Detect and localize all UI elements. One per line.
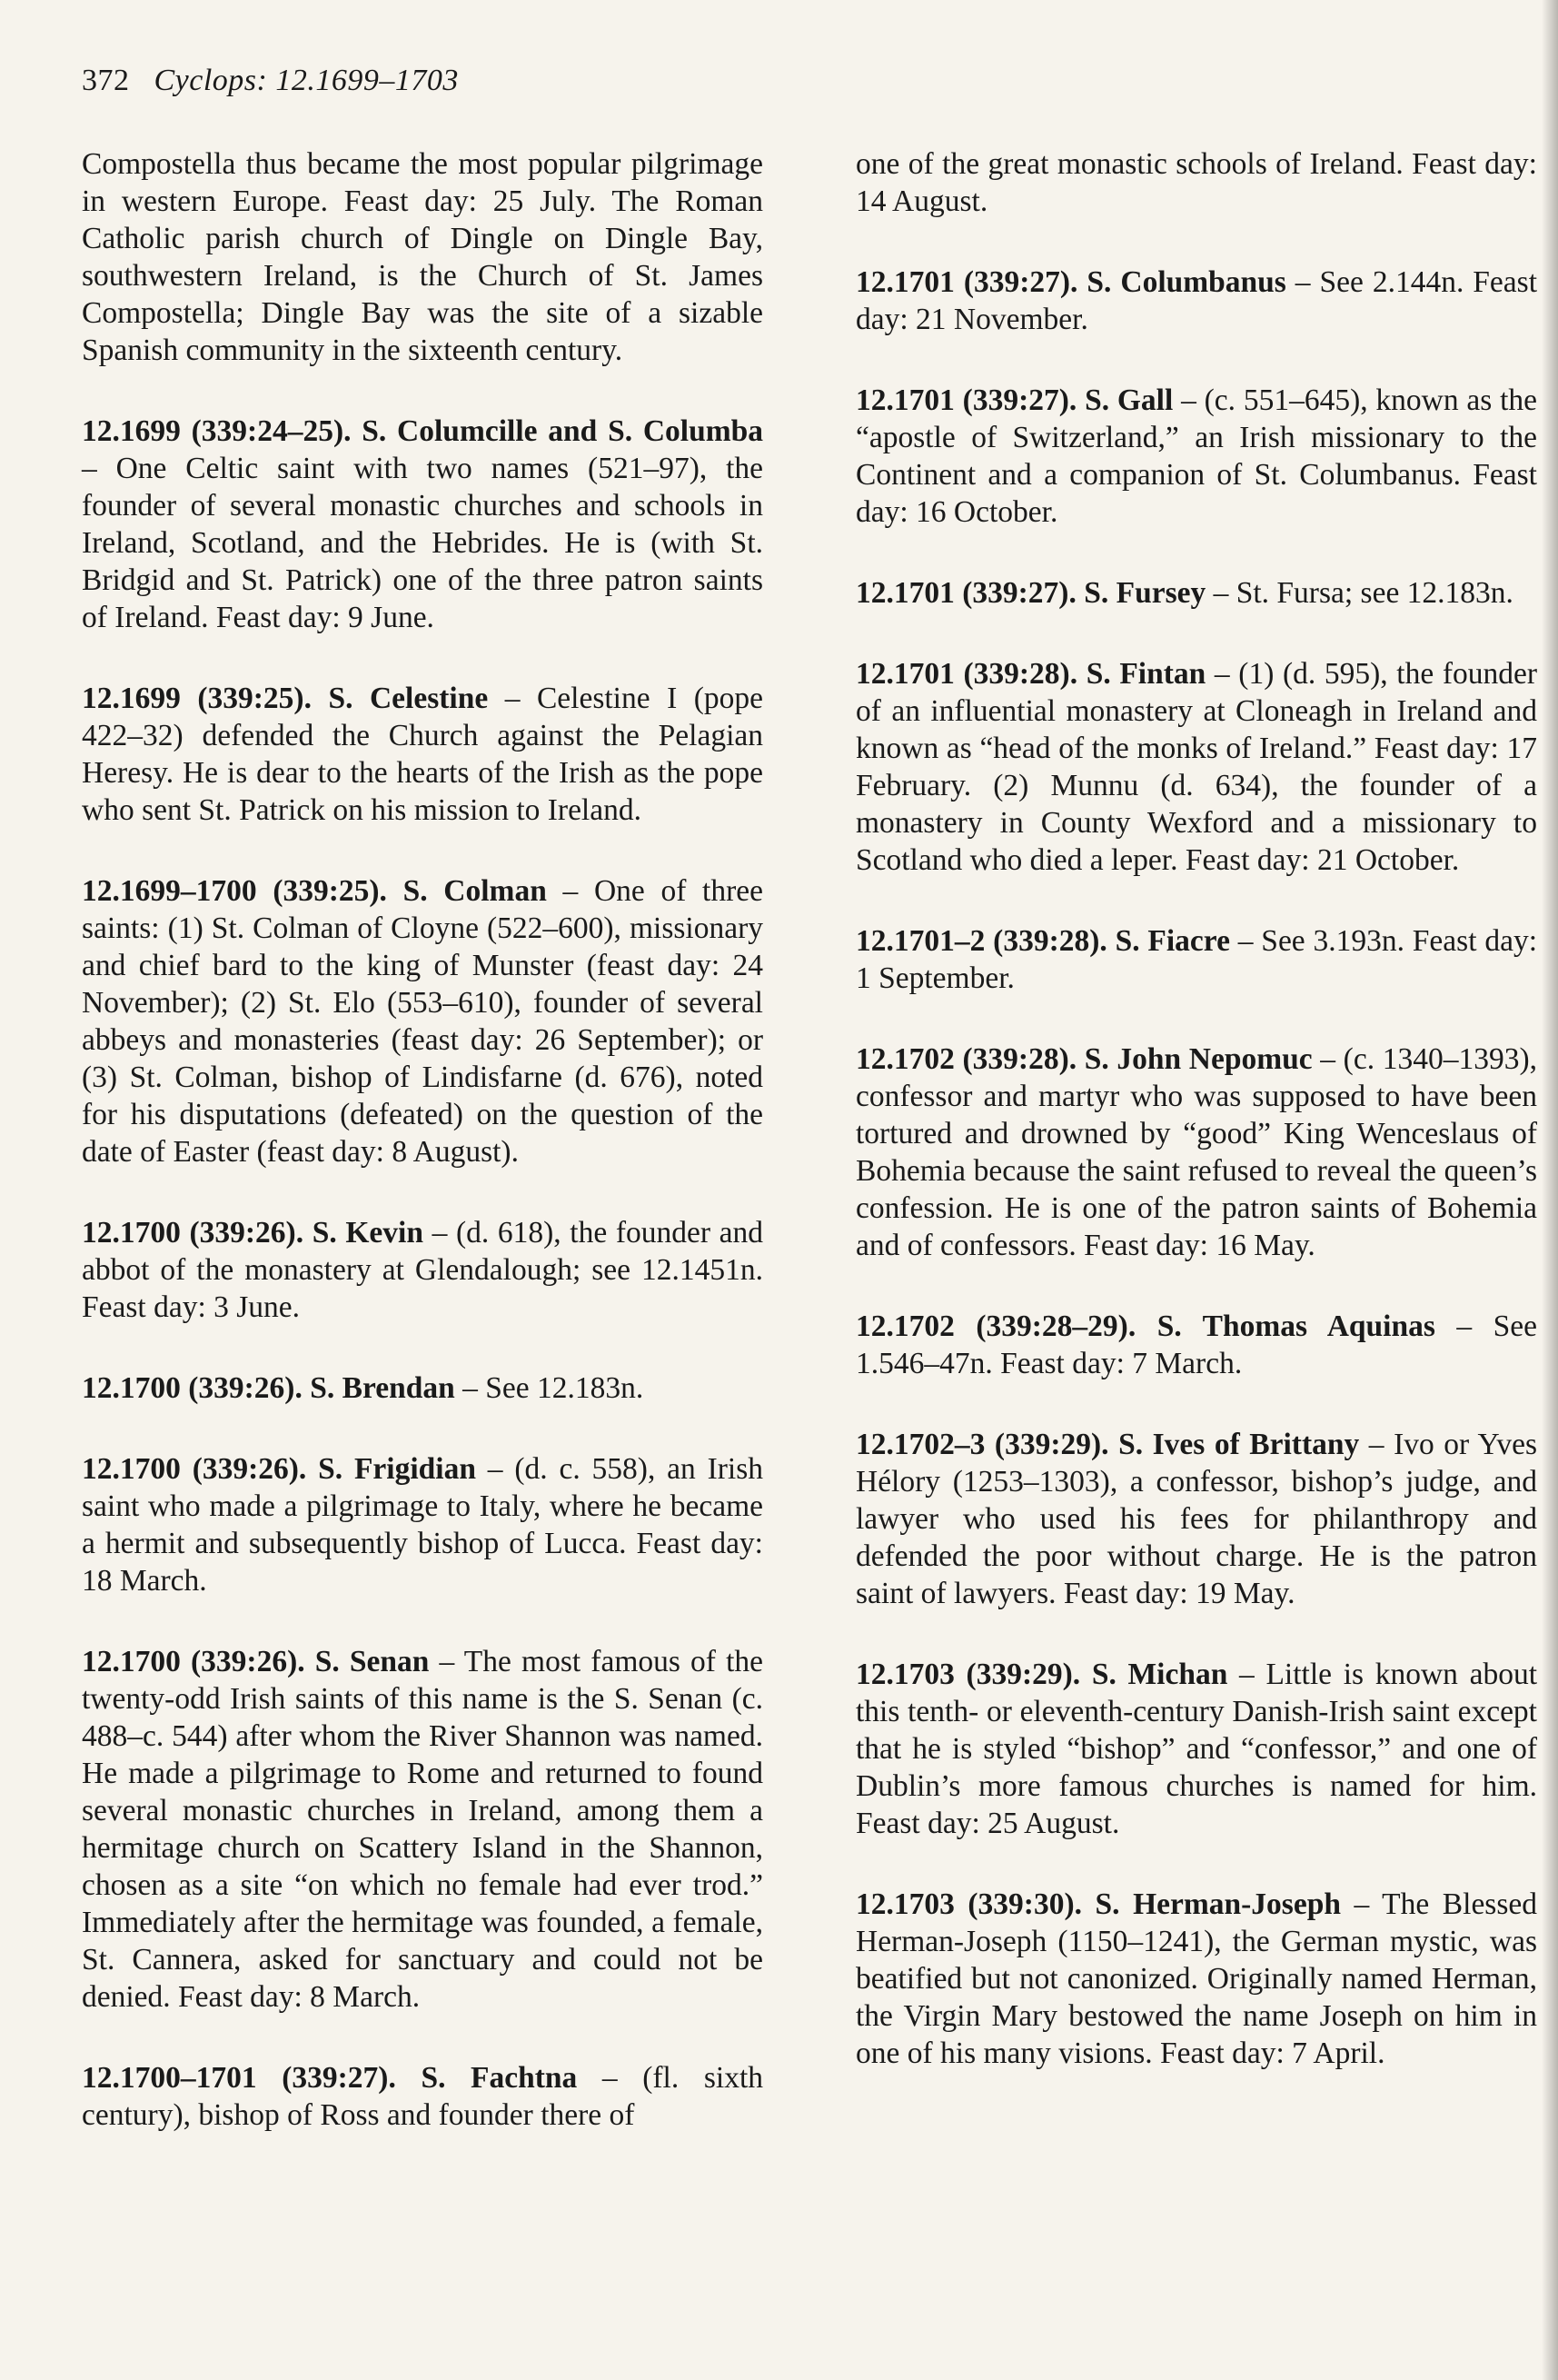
annotation-text: – (d. 618), the founder and abbot of the monastery at Glendalough; see 12.1451n. Feast day: 3 June. [82, 1216, 763, 1324]
annotation-entry [82, 413, 763, 636]
annotation-entry [856, 1886, 1537, 2072]
saint-name: S. Celestine [328, 682, 489, 715]
annotation-text: – The most famous of the twenty-odd Irish saints of this name is the S. Senan (c. 488–c. 544) after whom the River Shannon was named. He made a pilgrimage to Rome and returned to found several monastic churches in Ireland, among them a hermitage church on Scattery Island in the Shannon, chosen as a site “on which no female had ever trod.” Immediately after the hermitage was founded, a female, St. Cannera, asked for sanctuary and could not be denied. Feast day: 8 March. [82, 1645, 764, 2014]
line-reference: 12.1700 (339:26). [82, 1216, 304, 1250]
annotation-entry [856, 382, 1537, 531]
annotation-entry [856, 1426, 1537, 1612]
annotation-entry [856, 922, 1537, 997]
line-reference: 12.1701 (339:27). [856, 576, 1077, 610]
saint-name: S. Colman [402, 874, 547, 908]
line-reference: 12.1700–1701 (339:27). [82, 2061, 396, 2095]
saint-name: S. Brendan [310, 1371, 455, 1405]
continuation-paragraph: one of the great monastic schools of Ireland. Feast day: 14 August. [856, 147, 1537, 218]
line-reference: 12.1701 (339:27). [856, 265, 1078, 299]
saint-name: S. Thomas Aquinas [1156, 1309, 1435, 1343]
annotation-text: – One Celtic saint with two names (521–97), the founder of several monastic churches and schools in Ireland, Scotland, and the Hebrides. He is (with St. Bridgid and St. Patrick) one of the three patron saints of Ireland. Feast day: 9 June. [82, 452, 763, 634]
left-column [82, 145, 763, 2177]
annotation-text: – See 12.183n. [454, 1371, 644, 1405]
running-header [82, 64, 459, 98]
annotation-entry [856, 655, 1537, 879]
line-reference: 12.1700 (339:26). [82, 1452, 307, 1486]
annotation-entry [82, 2059, 763, 2134]
saint-name: S. Fursey [1084, 576, 1206, 610]
saint-name: S. Columcille and S. Columba [362, 414, 764, 448]
annotation-entry [82, 1369, 763, 1407]
line-reference: 12.1700 (339:26). [82, 1645, 305, 1678]
annotation-entry [82, 1643, 763, 2016]
saint-name: S. Herman-Joseph [1095, 1887, 1341, 1921]
annotation-text: – (c. 551–645), known as the “apostle of Switzerland,” an Irish missionary to the Continent and a companion of St. Columbanus. Feast day: 16 October. [856, 383, 1538, 529]
running-title: Cyclops: 12.1699–1703 [154, 64, 459, 97]
line-reference: 12.1699 (339:24–25). [82, 414, 352, 448]
annotation-entry [82, 1214, 763, 1326]
annotation-entry [856, 1656, 1537, 1842]
continuation-paragraph: Compostella thus became the most popular pilgrimage in western Europe. Feast day: 25 July. The Roman Catholic parish church of Dingle on Dingle Bay, southwestern Ireland, is the Church of St. James Compostella; Dingle Bay was the site of a sizable Spanish community in the sixteenth century. [82, 147, 763, 367]
line-reference: 12.1699 (339:25). [82, 682, 312, 715]
annotation-text: – (d. c. 558), an Irish saint who made a pilgrimage to Italy, where he became a hermit and subsequently bishop of Lucca. Feast day: 18 March. [82, 1452, 764, 1598]
line-reference: 12.1702 (339:28). [856, 1042, 1077, 1076]
annotation-text: – St. Fursa; see 12.183n. [1206, 576, 1513, 610]
annotation-text: – (1) (d. 595), the founder of an influential monastery at Cloneagh in Ireland and known as “head of the monks of Ireland.” Feast day: 17 February. (2) Munnu (d. 634), the founder of a monastery in County Wexford and a missionary to Scotland who died a leper. Feast day: 21 October. [856, 657, 1538, 877]
line-reference: 12.1700 (339:26). [82, 1371, 303, 1405]
annotation-text: – Celestine I (pope 422–32) defended the Church against the Pelagian Heresy. He is dear to the hearts of the Irish as the pope who sent St. Patrick on his mission to Ireland. [82, 682, 764, 827]
saint-name: S. Frigidian [318, 1452, 476, 1486]
left-entries [82, 413, 763, 2134]
right-entries [856, 264, 1537, 2072]
annotation-entry [856, 264, 1537, 338]
annotation-entry [82, 680, 763, 829]
line-reference: 12.1703 (339:29). [856, 1658, 1081, 1691]
annotation-text: – See 1.546–47n. Feast day: 7 March. [856, 1309, 1537, 1380]
annotation-text: – See 3.193n. Feast day: 1 September. [856, 924, 1537, 995]
annotation-text: – The Blessed Herman-Joseph (1150–1241), the German mystic, was beatified but not canonized. Originally named Herman, the Virgin Mary bestowed the name Joseph on him in one of his many visions. Feast day: 7 April. [856, 1887, 1538, 2070]
annotation-text: – Little is known about this tenth- or eleventh-century Danish-Irish saint except that he is styled “bishop” and “confessor,” and one of Dublin’s more famous churches is named for him. Feast day: 25 August. [856, 1658, 1538, 1840]
saint-name: S. Senan [314, 1645, 430, 1678]
annotation-text: – (fl. sixth century), bishop of Ross and founder there of [82, 2061, 763, 2132]
annotation-entry [856, 1041, 1537, 1264]
saint-name: S. Kevin [312, 1216, 423, 1250]
line-reference: 12.1701–2 (339:28). [856, 924, 1107, 958]
line-reference: 12.1699–1700 (339:25). [82, 874, 387, 908]
line-reference: 12.1702 (339:28–29). [856, 1309, 1136, 1343]
line-reference: 12.1703 (339:30). [856, 1887, 1082, 1921]
line-reference: 12.1702–3 (339:29). [856, 1428, 1109, 1461]
annotation-text: – See 2.144n. Feast day: 21 November. [856, 265, 1538, 336]
line-reference: 12.1701 (339:27). [856, 383, 1077, 417]
saint-name: S. Fachtna [421, 2061, 578, 2095]
right-column [856, 145, 1537, 2116]
annotation-text: – One of three saints: (1) St. Colman of Cloyne (522–600), missionary and chief bard to the king of Munster (feast day: 24 November); (2) St. Elo (553–610), founder of several abbeys and monasteries (feast day: 26 September); or (3) St. Colman, bishop of Lindisfarne (d. 676), noted for his disputations (defeated) on the question of the date of Easter (feast day: 8 August). [82, 874, 763, 1169]
saint-name: S. Fiacre [1115, 924, 1230, 958]
saint-name: S. Gall [1085, 383, 1174, 417]
line-reference: 12.1701 (339:28). [856, 657, 1078, 691]
saint-name: S. Ives of Brittany [1118, 1428, 1360, 1461]
annotation-text: – Ivo or Yves Hélory (1253–1303), a confessor, bishop’s judge, and lawyer who used his fees for philanthropy and defended the poor without charge. He is the patron saint of lawyers. Feast day: 19 May. [856, 1428, 1537, 1610]
annotation-entry [856, 1308, 1537, 1382]
saint-name: S. Michan [1091, 1658, 1228, 1691]
page-number: 372 [82, 64, 130, 97]
annotation-entry [856, 574, 1537, 612]
page-edge-shadow [1542, 0, 1558, 2380]
saint-name: S. Fintan [1086, 657, 1206, 691]
saint-name: S. Columbanus [1087, 265, 1286, 299]
saint-name: S. John Nepomuc [1084, 1042, 1313, 1076]
annotation-entry [82, 872, 763, 1170]
annotation-entry [82, 1450, 763, 1599]
annotation-text: – (c. 1340–1393), confessor and martyr who was supposed to have been tortured and drowned by “good” King Wenceslaus of Bohemia because the saint refused to reveal the queen’s confession. He is one of the patron saints of Bohemia and of confessors. Feast day: 16 May. [856, 1042, 1538, 1262]
